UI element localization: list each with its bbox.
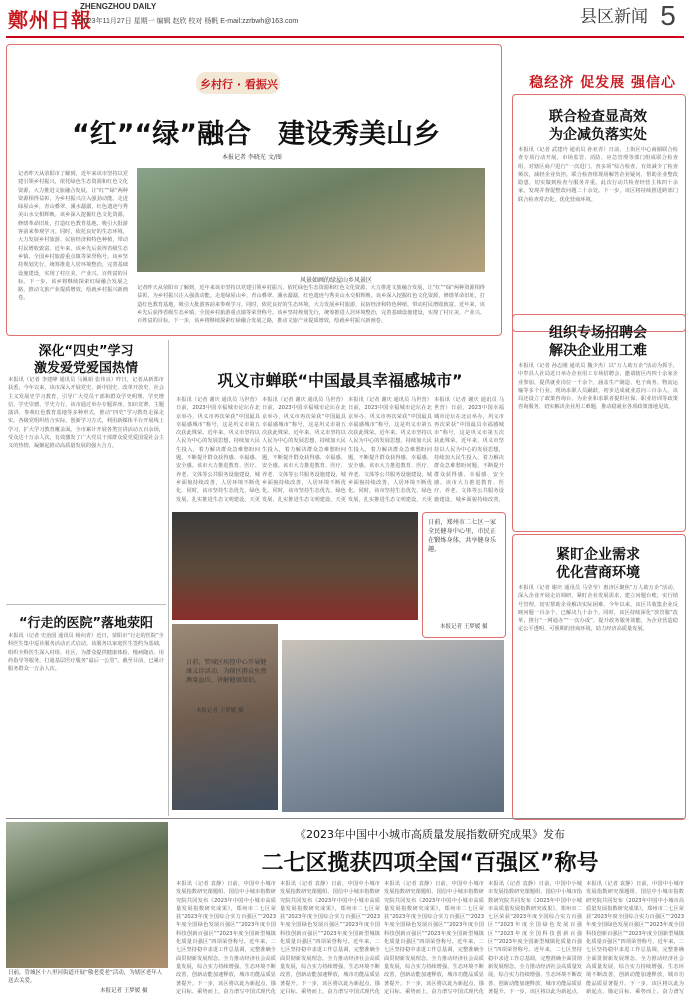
bottom-article-body-col3: 本报讯（记者 袁静）日前，中国中小城市发展指数研究课题组、国信中小城市指数研究院共同发布《2023年中国中小城市高质量发展指数研究成果》，郑州市二七区荣获“2023年度全国综合实力百强区”“2023年度全国绿色发展百强区”“2023年度全国科技创新百强区”“2023年度全国新型城镇化质量百强区”四项荣誉称号。近年来，二七区坚持稳中求进工作总基调，完整准确全面贯彻新发展理念，全力推动经济社会高质量发展，综合实力持续增强，生态环境不断改善，创新动能加速释放，城市功能品质显著提升。下一步，该区将以此为新起点，锚定目标、乘势而上，奋力谱写中国式现代化 xyxy=(384,881,484,994)
section-title: 县区新闻 xyxy=(580,7,648,27)
page-number: 5 xyxy=(660,0,676,31)
bottom-article-body-col5: 本报讯（记者 袁静）日前，中国中小城市发展指数研究课题组、国信中小城市指数研究院共同发布《2023年中国中小城市高质量发展指数研究成果》，郑州市二七区荣获“2023年度全国综合实力百强区”“2023年度全国绿色发展百强区”“2023年度全国科技创新百强区”“2023年度全国新型城镇化质量百强区”四项荣誉称号。近年来，二七区坚持稳中求进工作总基调，完整准确全面贯彻新发展理念，全力推动经济社会高质量发展，综合实力持续增强，生态环境不断改善，创新动能加速释放，城市功能品质显著提升。下一步，该区将以此为新起点，锚定目标、乘势而上，奋力谱写 xyxy=(586,881,684,994)
feature-photo-caption: 风景如画的绿屋山乡风景区 xyxy=(300,277,373,284)
right-article-2-headline-2: 解决企业用工难 xyxy=(549,343,647,359)
feature-byline: 本报记者 李晓光 文/图 xyxy=(222,154,282,161)
left-article-3-headline: “行走的医院”落地荥阳 xyxy=(18,616,154,631)
feature-body-col1: 记者昨天从荥阳市了解到，近年来该市坚持以党建引领乡村振兴，依托绿色生态资源和红色文化资源，大力推进文旅融合发展，让“红”“绿”两种资源相得益彰，为乡村振兴注入强劲动能。走进绿屋山乡，青山叠翠、溪水潺潺，红色遗迹与秀美山水交相辉映。该乡深入挖掘红色文化资源，修缮革命旧址，打造红色教育基地，吸引大批游客前来参观学习。同时，依托良好的生态环境，大力发展乡村旅游、民宿经济和特色种植，带动村民增收致富。近年来，该乡先后获得省级生态乡镇、全国乡村旅游重点镇等荣誉称号。该乡坚持规划先行，统筹推进人居环境整治，完善基础设施建设，实现了村庄美、产业兴、百姓富的目标。下一步，该乡将继续探索红绿融合发展之路，推动文旅产业提质增效，绘就乡村振兴新画卷。 xyxy=(18,171,128,302)
middle-article-body-col4: 本报讯（记者 谢庆 通讯员 马世营）日前，2023中国幸福城市论坛在北京举办，巩义市再次荣获“中国最具幸福感城市”称号，这是巩义市第五次获此殊荣。近年来，巩义市坚持以人民为中心的发展思想，持续加大民生投入，着力解决群众急难愁盼问题，不断提升群众获得感、幸福感、安全感。该市大力推进教育、医疗、养老、文体等公共服务设施建设，城乡面貌持续改善， xyxy=(434,397,504,503)
bottom-article-headline: 二七区揽获四项全国“百强区”称号 xyxy=(261,851,599,876)
right-article-3-headline-1: 紧盯企业需求 xyxy=(556,547,640,563)
page-slogan: 稳经济 促发展 强信心 xyxy=(529,75,676,91)
elderly-care-photo xyxy=(6,822,168,968)
feature-headline: “红”“绿”融合 建设秀美山乡 xyxy=(72,119,440,150)
left-article-3-body: 本报讯（记者 史治国 通讯员 杨向青）近日，荥阳市“行走的医院”全科医生集中巡诊服务活动正式启动。该服务以家庭医生签约为基础，组织全科医生深入村组、社区，为群众提供健康体检、慢病随访、用药指导等服务，打通基层医疗服务“最后一公里”。截至目前，已累计服务群众一万余人次。 xyxy=(8,633,164,673)
bottom-article-rule xyxy=(6,818,684,819)
feature-body-col2: 记者昨天从荥阳市了解到，近年来该市坚持以党建引领乡村振兴，依托绿色生态资源和红色文化资源，大力推进文旅融合发展，让“红”“绿”两种资源相得益彰，为乡村振兴注入强劲动能。走进绿屋山乡，青山叠翠、溪水潺潺，红色遗迹与秀美山水交相辉映。该乡深入挖掘红色文化资源，修缮革命旧址，打造红色教育基地，吸引大批游客前来参观学习。同时，依托良好的生态环境，大力发展乡村旅游、民宿经济和特色种植，带动村民增收致富。近年来，该乡先后获得省级生态乡镇、全国乡村旅游重点镇等荣誉称号。该乡坚持规划先行，统筹推进人居环境整治，完善基础设施建设，实现了村庄美、产业兴、百姓富的目标。下一步，该乡将继续探索红绿融合发展之路，推动文旅产业提质增效，绘就乡村振兴新画卷。 xyxy=(137,285,485,325)
gym-photo xyxy=(172,512,418,620)
right-article-2-body: 本报讯（记者 孙志刚 通讯员 魏少杰）以“万人助万企”活动为抓手，中牟县人社局近日举办企业用工专场招聘会，邀请辖区内四十余家企业参加，提供就业岗位一千余个，涵盖生产制造、电子商务、物流运输等多个行业。现场求职人员踊跃，初步达成就业意向三百余人。该局还设立了政策咨询台，为企业和求职者提供社保、职业培训等政策咨询服务，切实解决企业用工难题，推动稳就业各项政策落地见效。 xyxy=(518,363,678,411)
gym-photo-caption: 日前，郑州市二七区一家全民健身中心里，市民正在锻炼身体，共享健身乐趣。 xyxy=(428,519,497,553)
feature-photo xyxy=(137,168,485,272)
right-article-2-headline-1: 组织专场招聘会 xyxy=(549,325,647,341)
right-article-1-body: 本报讯（记者 武建玲 通讯员 孙亚青）日前，上街区中心商圈联合检查专项行动开展，市场监管、消防、应急管理等部门组成联合检查组，对辖区商户进行“一次进门、查多项”综合检查，有效减少了检查频次，减轻企业负担。联合检查组现场解答企业疑问，帮助企业整改隐患，切实做到检查与服务并重。此次行动共检查经营主体四十余家，发现并督促整改问题二十余处。下一步，该区将持续推进跨部门联合检查常态化，优化营商环境。 xyxy=(518,147,678,203)
elderly-care-photo-byline: 本报记者 王梦媛 摄 xyxy=(100,988,148,994)
newspaper-logo: 鄭州日報 xyxy=(8,8,92,32)
bottom-article-body-col2: 本报讯（记者 袁静）日前，中国中小城市发展指数研究课题组、国信中小城市指数研究院共同发布《2023年中国中小城市高质量发展指数研究成果》，郑州市二七区荣获“2023年度全国综合实力百强区”“2023年度全国绿色发展百强区”“2023年度全国科技创新百强区”“2023年度全国新型城镇化质量百强区”四项荣誉称号。近年来，二七区坚持稳中求进工作总基调，完整准确全面贯彻新发展理念，全力推动经济社会高质量发展，综合实力持续增强，生态环境不断改善，创新动能加速释放，城市功能品质显著提升。下一步，该区将以此为新起点，锚定目标、乘势而上，奋力谱写中国式现代化 xyxy=(280,881,380,994)
newspaper-english-name: ZHENGZHOU DAILY xyxy=(80,2,157,11)
left-article-separator xyxy=(6,604,166,605)
right-article-3-headline-2: 优化营商环境 xyxy=(556,565,640,581)
bottom-article-subhead: 《2023年中国中小城市高质量发展指数研究成果》发布 xyxy=(295,828,565,841)
bottom-article-body-col4: 本报讯（记者 袁静）日前，中国中小城市发展指数研究课题组、国信中小城市指数研究院共同发布《2023年中国中小城市高质量发展指数研究成果》，郑州市二七区荣获“2023年度全国综合实力百强区”“2023年度全国绿色发展百强区”“2023年度全国科技创新百强区”“2023年度全国新型城镇化质量百强区”四项荣誉称号。近年来，二七区坚持稳中求进工作总基调，完整准确全面贯彻新发展理念，全力推动经济社会高质量发展，综合实力持续增强，生态环境不断改善，创新动能加速释放，城市功能品质显著提升。下一步，该区将以此为新起点， xyxy=(488,881,582,994)
middle-article-body-col1: 本报讯（记者 谢庆 通讯员 马世营）日前，2023中国幸福城市论坛在北京举办，巩义市再次荣获“中国最具幸福感城市”称号，这是巩义市第五次获此殊荣。近年来，巩义市坚持以人民为中心的发展思想，持续加大民生投入，着力解决群众急难愁盼问题，不断提升群众获得感、幸福感、安全感。该市大力推进教育、医疗、养老、文体等公共服务设施建设，城乡面貌持续改善，人居环境不断优化。同时，该市坚持生态优先、绿色发展，扎实推进生态文明建设，天更 xyxy=(176,397,260,503)
left-article-2-headline-2: 激发爱党爱国热情 xyxy=(33,361,138,376)
medical-photo-byline: 本报记者 王梦媛 摄 xyxy=(196,708,244,714)
right-article-3-body: 本报讯（记者 谢庆 通讯员 马莹莹）惠济区聚焦“万人助万企”活动，深入企业开展走访调研，紧盯企业发展需求，建立问题台账，实行销号管理，切实帮助企业解决实际困难。今年以来，该区共收集企业反映问题一百余个，已解决九十余个。同时，该区持续深化“放管服”改革，推行“一网通办”“一次办成”，提升政务服务效能，为企业营造稳定公平透明、可预期的营商环境，助力经济高质量发展。 xyxy=(518,585,678,633)
gym-photo-byline: 本报记者 王梦媛 摄 xyxy=(440,624,488,630)
middle-article-headline: 巩义市蝉联“中国最具幸福感城市” xyxy=(217,371,463,390)
middle-article-body-col3: 本报讯（记者 谢庆 通讯员 马世营）日前，2023中国幸福城市论坛在北京举办，巩义市再次荣获“中国最具幸福感城市”称号，这是巩义市第五次获此殊荣。近年来，巩义市坚持以人民为中心的发展思想，持续加大民生投入，着力解决群众急难愁盼问题，不断提升群众获得感、幸福感、安全感。该市大力推进教育、医疗、养老、文体等公共服务设施建设，城乡面貌持续改善，人居环境不断优化。同时，该市坚持生态优先、绿色发展，扎实推进生态文明建设，天更 xyxy=(348,397,432,503)
header-rule xyxy=(6,36,684,38)
right-article-1-headline-2: 为企减负落实处 xyxy=(549,127,647,143)
clinic-photo xyxy=(282,640,504,812)
elderly-care-photo-caption: 日前，管城区十八里河街道开展“敬老爱老”活动，为辖区老年人送去关爱。 xyxy=(8,970,163,984)
left-article-2-body: 本报讯（记者 李建峰 通讯员 马佩娟 张伟良）昨日，记者从新郑市获悉，今年以来，该市深入开展党史、新中国史、改革开放史、社会主义发展史学习教育，引导广大党员干部和群众学史明理、学史增信、学史崇德、学史力行。该市通过举办专题讲座、知识竞赛、主题演讲、参观红色教育基地等多种形式，推动“四史”学习教育走深走实。各级党组织结合实际，创新学习方式，利用新媒体平台开展线上学习，扩大学习教育覆盖面。全市累计开展各类宣讲活动五百余场，受众达十万余人次，有效激发了广大党员干部群众爱党爱国爱社会主义的热情，凝聚起推动高质量发展的强大合力。 xyxy=(8,377,164,450)
feature-banner: 乡村行 · 看振兴 xyxy=(200,78,278,91)
medical-photo xyxy=(172,624,278,810)
issue-info: 2023年11月27日 星期一 编辑 赵欣 校对 杨帆 E-mail:zzrbwh@163.com xyxy=(80,18,299,25)
left-article-2-headline-1: 深化“四史”学习 xyxy=(38,344,134,359)
bottom-article-body-col1: 本报讯（记者 袁静）日前，中国中小城市发展指数研究课题组、国信中小城市指数研究院共同发布《2023年中国中小城市高质量发展指数研究成果》，郑州市二七区荣获“2023年度全国综合实力百强区”“2023年度全国绿色发展百强区”“2023年度全国科技创新百强区”“2023年度全国新型城镇化质量百强区”四项荣誉称号。近年来，二七区坚持稳中求进工作总基调，完整准确全面贯彻新发展理念，全力推动经济社会高质量发展，综合实力持续增强，生态环境不断改善，创新动能加速释放，城市功能品质显著提升。下一步，该区将以此为新起点，锚定目标、乘势而上，奋力谱写中国式现代化 xyxy=(176,881,276,994)
right-article-1-headline-1: 联合检查显高效 xyxy=(549,109,647,125)
middle-article-body-col2: 本报讯（记者 谢庆 通讯员 马世营）日前，2023中国幸福城市论坛在北京举办，巩义市再次荣获“中国最具幸福感城市”称号，这是巩义市第五次获此殊荣。近年来，巩义市坚持以人民为中心的发展思想，持续加大民生投入，着力解决群众急难愁盼问题，不断提升群众获得感、幸福感、安全感。该市大力推进教育、医疗、养老、文体等公共服务设施建设，城乡面貌持续改善，人居环境不断优化。同时，该市坚持生态优先、绿色发展，扎实推进生态文明建设，天更 xyxy=(262,397,346,503)
medical-photo-caption: 日前，管城区疾控中心开展健康义诊活动，为辖区群众免费测量血压、讲解健康知识。 xyxy=(186,659,267,684)
column-divider xyxy=(168,340,169,816)
